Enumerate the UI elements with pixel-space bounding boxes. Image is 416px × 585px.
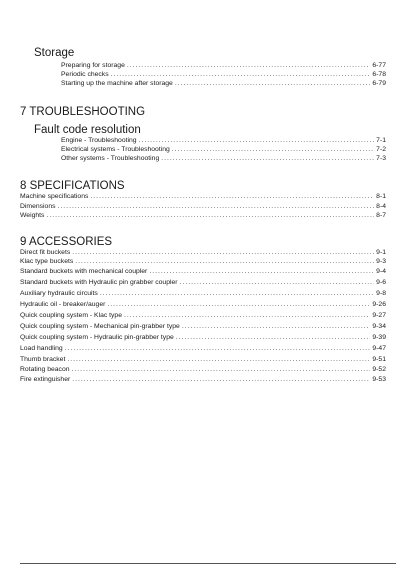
toc-entry[interactable] [20, 366, 386, 374]
toc-entry[interactable] [20, 290, 386, 298]
dot-leader [67, 356, 370, 364]
toc-entry-label: Preparing for storage [61, 62, 125, 69]
toc-entry-page: 6-79 [372, 80, 386, 87]
toc-entry[interactable] [20, 356, 386, 364]
toc-entry-page: 9-26 [372, 301, 386, 308]
dot-leader [46, 212, 374, 220]
toc-entry-label: Load handling [20, 345, 63, 352]
toc-entry[interactable] [20, 376, 386, 384]
toc-entry[interactable] [20, 323, 386, 331]
dot-leader [111, 71, 371, 79]
toc-entry[interactable] [20, 301, 386, 309]
dot-leader [139, 137, 375, 145]
toc-entry-page: 7-2 [376, 146, 386, 153]
dot-leader [75, 258, 374, 266]
toc-entry-page: 7-1 [376, 137, 386, 144]
toc-entry-label: Direct fit buckets [20, 249, 71, 256]
footer-divider [20, 563, 396, 564]
chapter-heading-specifications: 8 SPECIFICATIONS [20, 180, 125, 192]
toc-entry-label: Quick coupling system - Hydraulic pin-grabber type [20, 334, 174, 341]
dot-leader [149, 268, 374, 276]
toc-entry[interactable] [20, 268, 386, 276]
toc-entry-page: 8-7 [376, 212, 386, 219]
toc-entry-label: Machine specifications [20, 193, 89, 200]
chapter-heading-troubleshooting: 7 TROUBLESHOOTING [20, 106, 146, 118]
toc-entry[interactable] [61, 62, 386, 70]
toc-entry[interactable] [61, 80, 386, 88]
dot-leader [176, 334, 371, 342]
dot-leader [72, 366, 371, 374]
toc-entry-label: Quick coupling system - Mechanical pin-grabber type [20, 323, 180, 330]
toc-entry-label: Fire extinguisher [20, 376, 71, 383]
dot-leader [127, 62, 371, 70]
dot-leader [72, 249, 374, 257]
toc-entry[interactable] [61, 137, 386, 145]
toc-entry[interactable] [61, 146, 386, 154]
toc-entry-label: Standard buckets with mechanical coupler [20, 268, 148, 275]
dot-leader [58, 203, 375, 211]
dot-leader [72, 376, 370, 384]
toc-entry-page: 9-53 [372, 376, 386, 383]
toc-entry[interactable] [20, 258, 386, 266]
toc-entry[interactable] [20, 203, 386, 211]
dot-leader [65, 345, 371, 353]
toc-entry[interactable] [20, 312, 386, 320]
toc-entry[interactable] [20, 249, 386, 257]
dot-leader [161, 155, 374, 163]
toc-entry[interactable] [61, 71, 386, 79]
toc-entry-page: 6-77 [372, 62, 386, 69]
dot-leader [175, 80, 371, 88]
toc-entry-label: Klac type buckets [20, 258, 74, 265]
toc-entry-label: Weights [20, 212, 45, 219]
dot-leader [172, 146, 374, 154]
toc-entry-page: 9-1 [376, 249, 386, 256]
toc-entry[interactable] [20, 193, 386, 201]
toc-entry-page: 9-3 [376, 258, 386, 265]
toc-entry-page: 9-4 [376, 268, 386, 275]
toc-entry-label: Rotating beacon [20, 366, 70, 373]
toc-entry[interactable] [20, 279, 386, 287]
storage-heading: Storage [34, 47, 75, 59]
toc-entry-page: 6-78 [372, 71, 386, 78]
toc-entry-page: 9-39 [372, 334, 386, 341]
dot-leader [107, 301, 370, 309]
toc-entry-label: Quick coupling system - Klac type [20, 312, 122, 319]
toc-entry-label: Hydraulic oil - breaker/auger [20, 301, 106, 308]
dot-leader [90, 193, 374, 201]
toc-entry-page: 9-51 [372, 356, 386, 363]
toc-entry-page: 9-34 [372, 323, 386, 330]
toc-entry-page: 9-8 [376, 290, 386, 297]
dot-leader [100, 290, 374, 298]
toc-entry-page: 9-27 [372, 312, 386, 319]
toc-entry-page: 8-4 [376, 203, 386, 210]
dot-leader [182, 323, 371, 331]
toc-entry-label: Starting up the machine after storage [61, 80, 173, 87]
toc-entry-label: Periodic checks [61, 71, 109, 78]
toc-entry-page: 9-52 [372, 366, 386, 373]
toc-entry-page: 7-3 [376, 155, 386, 162]
toc-entry-label: Other systems - Troubleshooting [61, 155, 160, 162]
fault-code-heading: Fault code resolution [34, 124, 141, 136]
dot-leader [180, 279, 375, 287]
toc-entry-page: 8-1 [376, 193, 386, 200]
toc-entry[interactable] [20, 345, 386, 353]
toc-entry-page: 9-47 [372, 345, 386, 352]
toc-entry[interactable] [20, 212, 386, 220]
toc-entry-label: Electrical systems - Troubleshooting [61, 146, 170, 153]
toc-entry[interactable] [61, 155, 386, 163]
toc-entry[interactable] [20, 334, 386, 342]
chapter-heading-accessories: 9 ACCESSORIES [20, 236, 113, 248]
toc-entry-label: Standard buckets with Hydraulic pin grabber coupler [20, 279, 178, 286]
toc-entry-label: Dimensions [20, 203, 56, 210]
toc-entry-label: Engine - Troubleshooting [61, 137, 137, 144]
toc-entry-page: 9-6 [376, 279, 386, 286]
dot-leader [124, 312, 370, 320]
toc-entry-label: Auxiliary hydraulic circuits [20, 290, 98, 297]
toc-entry-label: Thumb bracket [20, 356, 66, 363]
